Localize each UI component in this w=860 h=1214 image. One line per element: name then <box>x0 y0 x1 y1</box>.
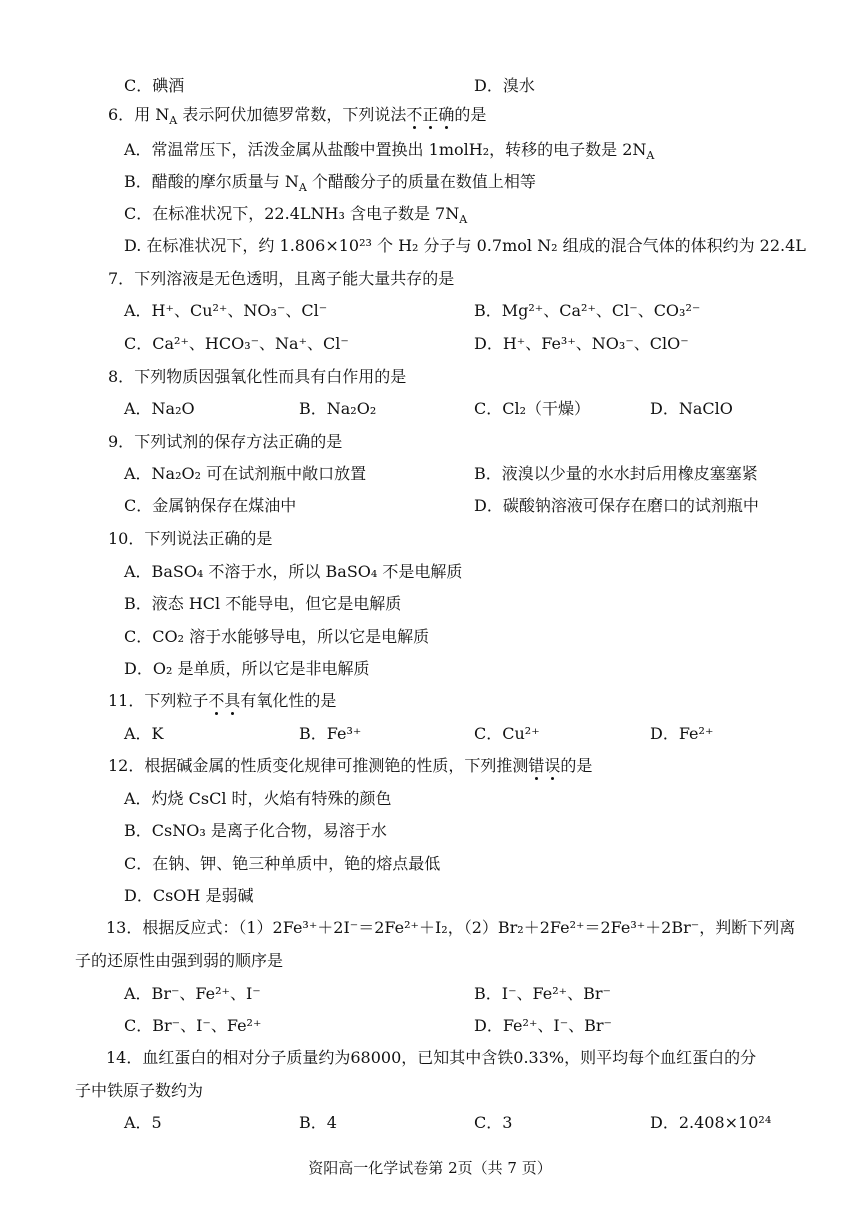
emphasis-dot: 确 <box>438 105 455 124</box>
q13-option-a: A．Br⁻、Fe²⁺、I⁻ <box>124 984 261 1003</box>
q10-option-a: A．BaSO₄ 不溶于水，所以 BaSO₄ 不是电解质 <box>124 562 463 581</box>
q8-option-a: A．Na₂O <box>124 399 195 418</box>
q14-option-c: C．3 <box>474 1113 513 1132</box>
emphasis-dot: 错 <box>528 756 545 775</box>
q11-stem: 11．下列粒子不具有氧化性的是 <box>108 691 337 710</box>
q13-option-c: C．Br⁻、I⁻、Fe²⁺ <box>124 1016 262 1035</box>
q10-option-d: D．O₂ 是单质，所以它是非电解质 <box>124 659 370 678</box>
q14-option-d: D．2.408×10²⁴ <box>650 1113 772 1132</box>
q7-option-c: C．Ca²⁺、HCO₃⁻、Na⁺、Cl⁻ <box>124 334 349 353</box>
q7-stem: 7．下列溶液是无色透明，且离子能大量共存的是 <box>108 269 455 288</box>
q11-option-b: B．Fe³⁺ <box>299 724 362 743</box>
q12-option-d: D．CsOH 是弱碱 <box>124 886 254 905</box>
q12-option-c: C．在钠、钾、铯三种单质中，铯的熔点最低 <box>124 854 441 873</box>
emphasis-dot: 误 <box>544 756 561 775</box>
q14-stem-line2: 子中铁原子数约为 <box>75 1081 204 1100</box>
q10-option-b: B．液态 HCl 不能导电，但它是电解质 <box>124 594 402 613</box>
q12-option-a: A．灼烧 CsCl 时，火焰有特殊的颜色 <box>124 789 392 808</box>
q14-option-a: A．5 <box>124 1113 162 1132</box>
q8-option-c: C．Cl₂（干燥） <box>474 399 591 418</box>
q13-stem-line1: 13．根据反应式：（1）2Fe³⁺＋2I⁻＝2Fe²⁺＋I₂，（2）Br₂＋2Fe²⁺＝2Fe³⁺＋2Br⁻，判断下列离 <box>106 918 796 937</box>
emphasis-dot: 不 <box>406 105 423 124</box>
q9-option-c: C．金属钠保存在煤油中 <box>124 496 297 515</box>
q9-stem: 9．下列试剂的保存方法正确的是 <box>108 432 343 451</box>
q8-option-d: D．NaClO <box>650 399 733 418</box>
emphasis-dot: 不 <box>208 691 225 710</box>
q6-stem: 6．用 $N_A$ 表示阿伏加德罗常数，下列说法不正确的是 <box>108 105 487 128</box>
q14-stem-line1: 14．血红蛋白的相对分子质量约为68000，已知其中含铁0.33%，则平均每个血红蛋白的分 <box>106 1048 757 1067</box>
q13-option-d: D．Fe²⁺、I⁻、Br⁻ <box>474 1016 613 1035</box>
q8-option-b: B．Na₂O₂ <box>299 399 377 418</box>
q6-option-a: A．常温常压下，活泼金属从盐酸中置换出 1molH₂，转移的电子数是 $2N_A$ <box>124 140 655 163</box>
emphasis-dot: 具 <box>224 691 241 710</box>
page-footer: 资阳高一化学试卷第 2页（共 7 页） <box>308 1159 552 1177</box>
q10-stem: 10．下列说法正确的是 <box>108 529 273 548</box>
q8-stem: 8．下列物质因强氧化性而具有白作用的是 <box>108 367 407 386</box>
q6-option-d: D. 在标准状况下，约 1.806×10²³ 个 H₂ 分子与 0.7mol N₂ 组成的混合气体的体积约为 22.4L <box>124 236 806 255</box>
q11-option-d: D．Fe²⁺ <box>650 724 714 743</box>
q6-option-c: C．在标准状况下，22.4LNH₃ 含电子数是 $7N_A$ <box>124 204 468 227</box>
q14-option-b: B．4 <box>299 1113 337 1132</box>
q12-option-b: B．CsNO₃ 是离子化合物，易溶于水 <box>124 821 387 840</box>
q13-option-b: B．I⁻、Fe²⁺、Br⁻ <box>474 984 611 1003</box>
q5-option-d: D．溴水 <box>474 76 535 95</box>
q10-option-c: C．CO₂ 溶于水能够导电，所以它是电解质 <box>124 627 430 646</box>
q11-option-a: A．K <box>124 724 164 743</box>
q5-option-c: C．碘酒 <box>124 76 185 95</box>
q9-option-a: A．Na₂O₂ 可在试剂瓶中敞口放置 <box>124 464 367 483</box>
q7-option-b: B．Mg²⁺、Ca²⁺、Cl⁻、CO₃²⁻ <box>474 301 701 320</box>
q13-stem-line2: 子的还原性由强到弱的顺序是 <box>75 951 284 970</box>
q11-option-c: C．Cu²⁺ <box>474 724 540 743</box>
q7-option-d: D．H⁺、Fe³⁺、NO₃⁻、ClO⁻ <box>474 334 689 353</box>
q6-number: 6． <box>108 105 135 124</box>
q6-option-b: B．醋酸的摩尔质量与 $N_A$ 个醋酸分子的质量在数值上相等 <box>124 172 536 195</box>
emphasis-dot: 正 <box>422 105 439 124</box>
q9-option-b: B．液溴以少量的水水封后用橡皮塞塞紧 <box>474 464 758 483</box>
q7-option-a: A．H⁺、Cu²⁺、NO₃⁻、Cl⁻ <box>124 301 328 320</box>
q9-option-d: D．碳酸钠溶液可保存在磨口的试剂瓶中 <box>474 496 759 515</box>
q12-stem: 12．根据碱金属的性质变化规律可推测铯的性质，下列推测错误的是 <box>108 756 593 775</box>
